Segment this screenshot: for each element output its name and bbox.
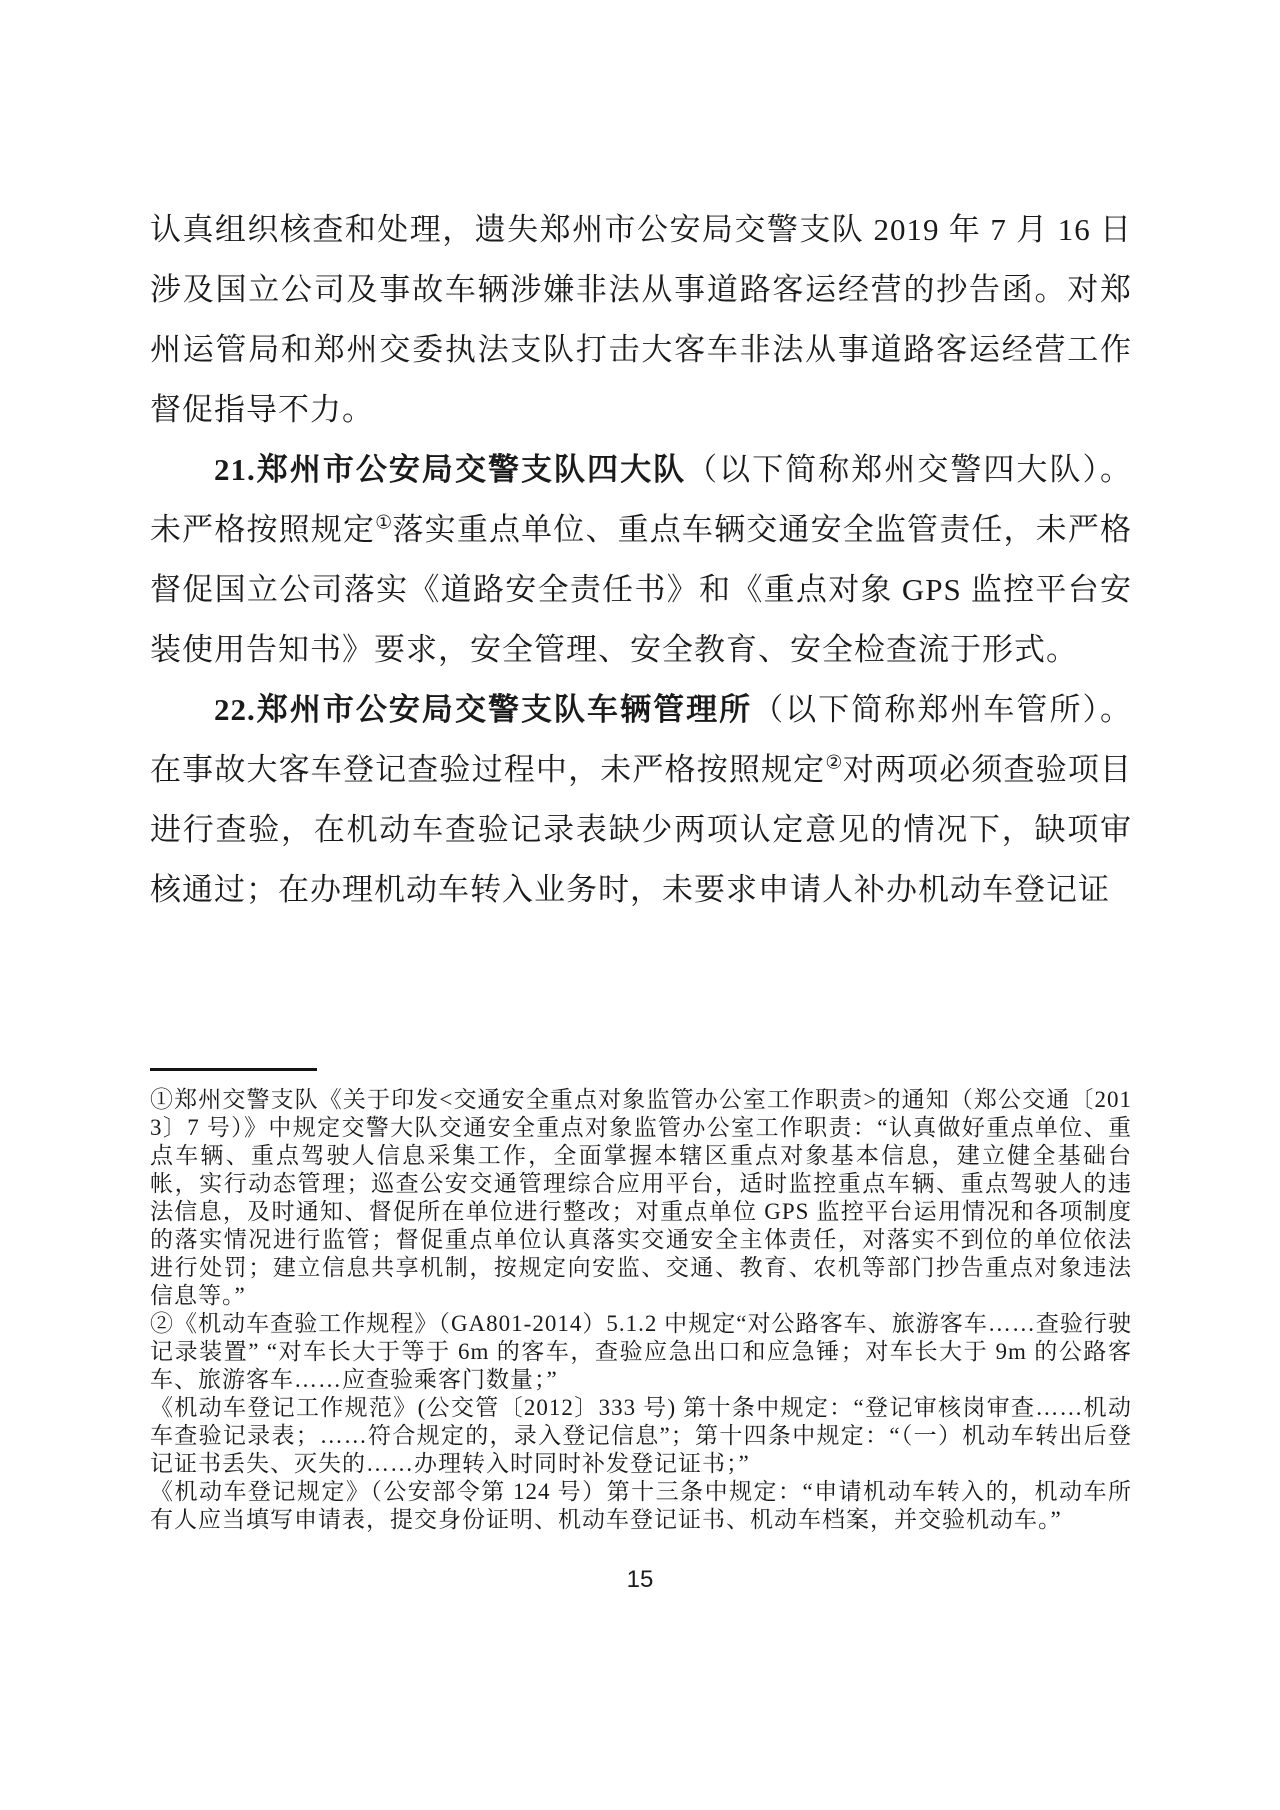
text-run: （以下简称郑州车管所）。在事故大客车登记查验过程中，未严格按照规定 <box>150 692 1133 787</box>
text-run: 21.郑州市公安局交警支队四大队 <box>214 452 687 487</box>
footnote-paragraph: ①郑州交警支队《关于印发<交通安全重点对象监管办公室工作职责>的通知（郑公交通〔2013〕7 号）》中规定交警大队交通安全重点对象监管办公室工作职责：“认真做好重点单位、重点车辆、重点驾驶人信息采集工作，全面掌握本辖区重点对象基本信息，建立健全基础台帐，实行动态管理；巡查公安交通管理综合应用平台，适时监控重点车辆、重点驾驶人的违法信息，及时通知、督促所在单位进行整改；对重点单位 GPS 监控平台运用情况和各项制度的落实情况进行监管；督促重点单位认真落实交通安全主体责任，对落实不到位的单位依法进行处罚；建立信息共享机制，按规定向安监、交通、教育、农机等部门抄告重点对象违法信息等。” <box>150 1087 1132 1308</box>
footnote-paragraph: 《机动车登记工作规范》(公交管〔2012〕333 号) 第十条中规定：“登记审核岗审查……机动车查验记录表；……符合规定的，录入登记信息”；第十四条中规定：“（一）机动车转出后登记证书丢失、灭失的……办理转入时同时补发登记证书；” <box>150 1395 1132 1476</box>
footnote-list <box>150 1086 1132 1534</box>
body-text-block <box>150 200 1132 920</box>
footnote-reference-mark: ① <box>375 512 393 534</box>
body-paragraph <box>150 440 1132 680</box>
body-paragraph <box>150 200 1132 440</box>
footnote-paragraph: 《机动车登记规定》（公安部令第 124 号）第十三条中规定：“申请机动车转入的，机动车所有人应当填写申请表，提交身份证明、机动车登记证书、机动车档案，并交验机动车。” <box>150 1479 1132 1532</box>
footnote-separator <box>150 1068 317 1071</box>
text-run: 落实重点单位、重点车辆交通安全监管责任，未严格督促国立公司落实《道路安全责任书》和《重点对象 GPS 监控平台安装使用告知书》要求，安全管理、安全教育、安全检查流于形式。 <box>150 512 1133 667</box>
text-run: 认真组织核查和处理，遗失郑州市公安局交警支队 2019 年 7 月 16 日涉及国立公司及事故车辆涉嫌非法从事道路客运经营的抄告函。对郑州运管局和郑州交委执法支队打击大客车非法从事道路客运经营工作督促指导不力。 <box>150 212 1132 427</box>
body-paragraph <box>150 680 1132 920</box>
footnote-paragraph: ②《机动车查验工作规程》（GA801-2014）5.1.2 中规定“对公路客车、旅游客车……查验行驶记录装置” “对车长大于等于 6m 的客车，查验应急出口和应急锤；对车长大于 9m 的公路客车、旅游客车……应查验乘客门数量；” <box>150 1311 1132 1392</box>
footnote-section <box>150 1068 1132 1534</box>
text-run: 对两项必须查验项目进行查验，在机动车查验记录表缺少两项认定意见的情况下，缺项审核通过；在办理机动车转入业务时，未要求申请人补办机动车登记证 <box>150 752 1133 907</box>
text-run: 22.郑州市公安局交警支队车辆管理所 <box>214 692 753 727</box>
footnote-reference-mark: ② <box>825 752 843 774</box>
page-number: 15 <box>626 1566 654 1593</box>
text-run: （以下简称郑州交警四大队）。未严格按照规定 <box>150 452 1133 547</box>
